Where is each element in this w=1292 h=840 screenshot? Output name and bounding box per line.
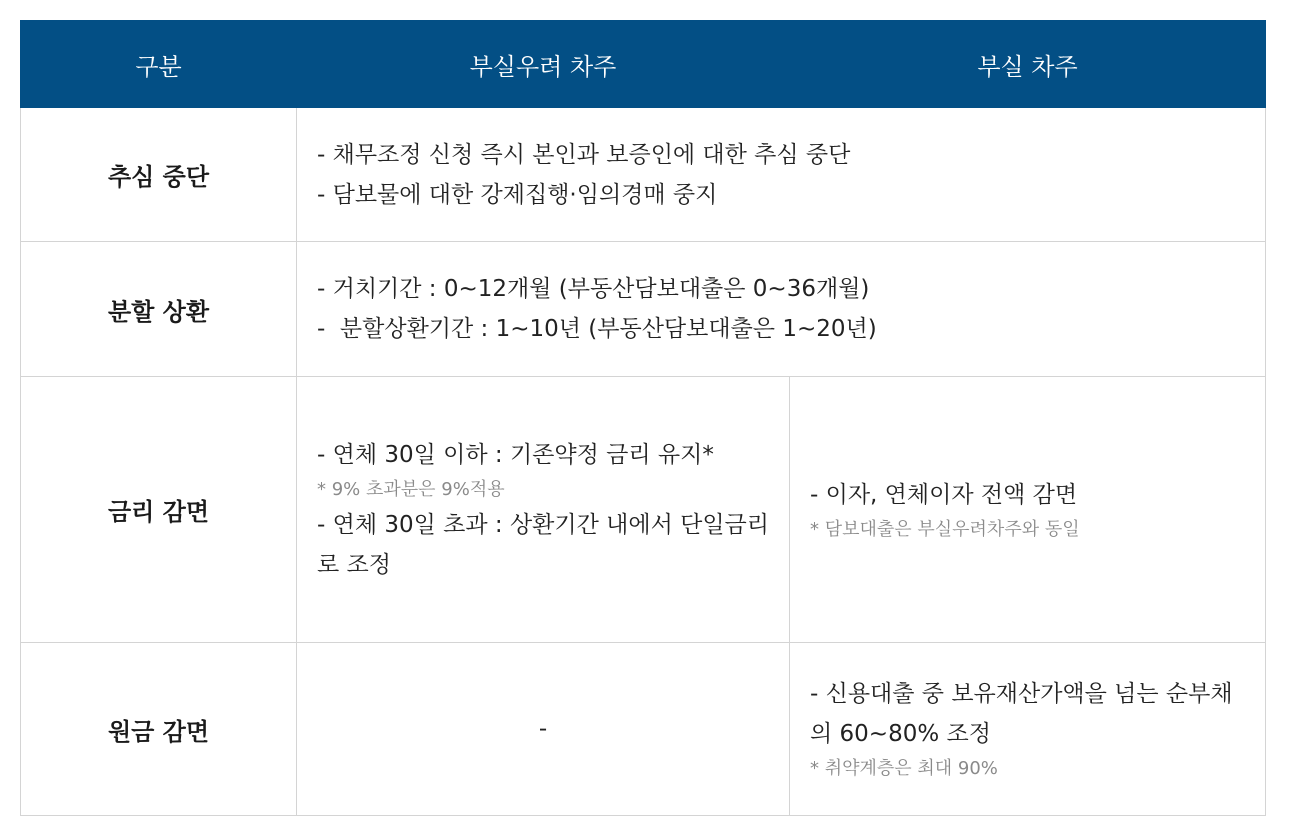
collection-stop-line-2: - 담보물에 대한 강제집행·임의경매 중지	[317, 181, 718, 208]
collection-stop-line-1: - 채무조정 신청 즉시 본인과 보증인에 대한 추심 중단	[317, 141, 851, 168]
row-label-installment: 분할 상환	[21, 242, 297, 377]
row-label-interest-reduction: 금리 감면	[21, 377, 297, 643]
table-row	[21, 242, 1266, 377]
debt-adjustment-table-container	[20, 20, 1265, 816]
table-row	[21, 108, 1266, 242]
row-label-principal-reduction: 원금 감면	[21, 643, 297, 816]
debt-adjustment-table	[20, 20, 1266, 816]
interest-at-risk-note: * 9% 초과분은 9%적용	[317, 478, 505, 500]
principal-insolvent-note: * 취약계층은 최대 90%	[810, 758, 998, 779]
header-row	[21, 21, 1266, 108]
interest-insolvent-note: * 담보대출은 부실우려차주와 동일	[810, 518, 1080, 540]
interest-reduction-at-risk	[297, 377, 790, 643]
table-row	[21, 377, 1266, 643]
installment-line-1: - 거치기간 : 0~12개월 (부동산담보대출은 0~36개월)	[317, 276, 870, 302]
table-row	[21, 643, 1266, 816]
row-label-collection-stop: 추심 중단	[21, 108, 297, 242]
header-insolvent-borrower: 부실 차주	[790, 21, 1266, 108]
collection-stop-content	[297, 108, 1266, 242]
installment-content	[297, 242, 1266, 377]
interest-insolvent-line-1: - 이자, 연체이자 전액 감면	[810, 481, 1078, 508]
interest-at-risk-line-2: - 연체 30일 초과 : 상환기간 내에서 단일금리로 조정	[317, 511, 769, 578]
installment-line-2: - 분할상환기간 : 1~10년 (부동산담보대출은 1~20년)	[317, 316, 877, 342]
header-category: 구분	[21, 21, 297, 108]
header-at-risk-borrower: 부실우려 차주	[297, 21, 790, 108]
principal-reduction-insolvent	[790, 643, 1266, 816]
principal-insolvent-line-1: - 신용대출 중 보유재산가액을 넘는 순부채의 60~80% 조정	[810, 681, 1233, 747]
principal-reduction-at-risk: -	[297, 643, 790, 816]
interest-at-risk-line-1: - 연체 30일 이하 : 기존약정 금리 유지*	[317, 441, 714, 468]
interest-reduction-insolvent	[790, 377, 1266, 643]
table-header	[21, 21, 1266, 108]
